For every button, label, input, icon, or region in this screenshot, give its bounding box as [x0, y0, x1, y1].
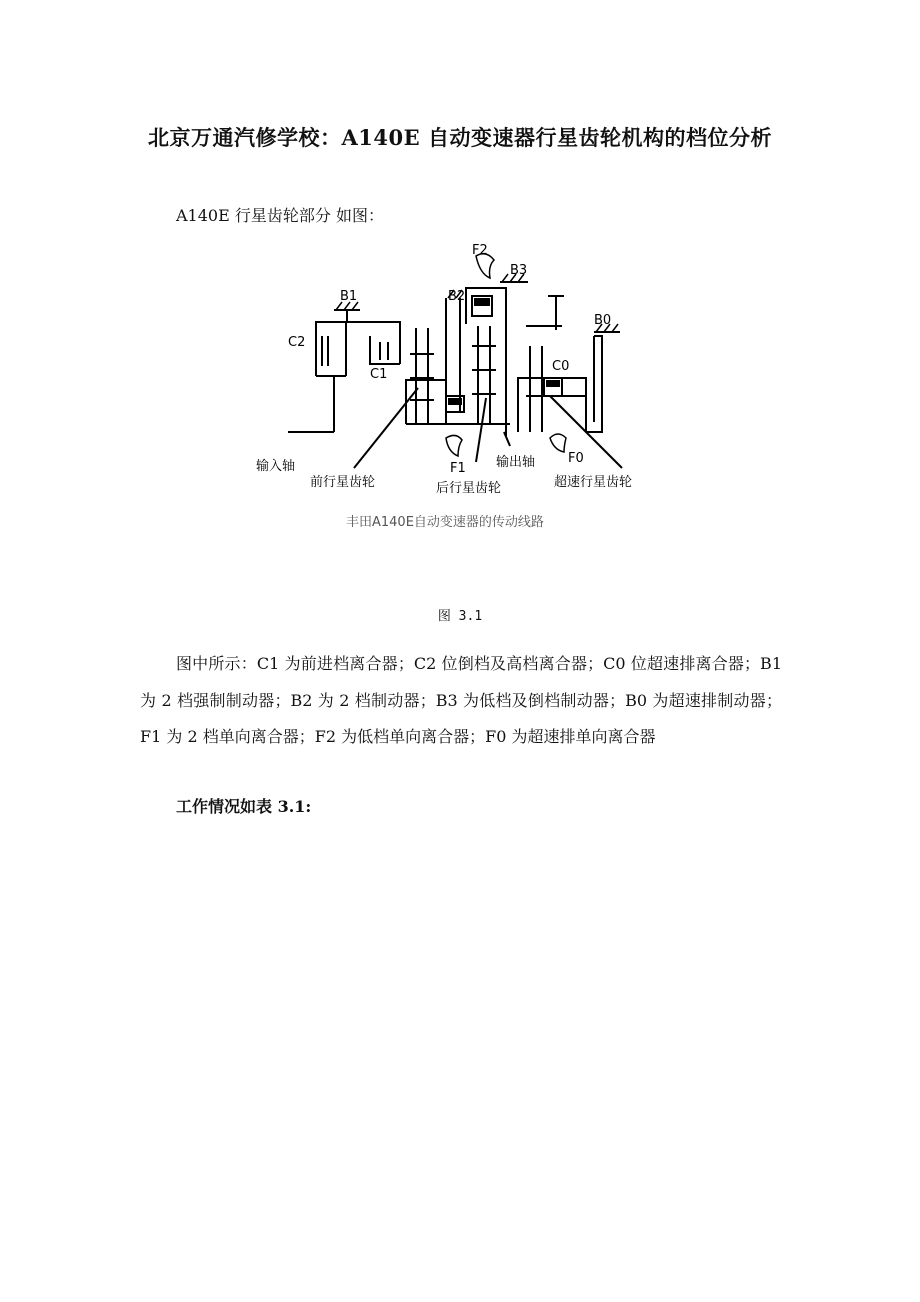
label-c0: C0	[552, 359, 570, 374]
label-rear-planet: 后行星齿轮	[436, 481, 502, 496]
label-b3: B3	[510, 263, 528, 278]
label-front-planet: 前行星齿轮	[310, 475, 376, 490]
label-b2: B2	[448, 289, 466, 304]
f1-clutch-icon	[446, 435, 462, 456]
transmission-diagram	[250, 236, 690, 536]
label-output-shaft: 输出轴	[496, 455, 536, 470]
diagram-svg	[250, 236, 690, 536]
label-c2: C2	[288, 335, 306, 350]
f0-clutch-icon	[550, 434, 566, 452]
description-paragraph: 图中所示：C1 为前进档离合器；C2 位倒档及高档离合器；C0 位超速排离合器；B1 为 2 档强制制动器；B2 为 2 档制动器；B3 为低档及倒档制动器；B0 为超速排制动器；F1 为 2 档单向离合器；F2 为低档单向离合器；F0 为超速排单向离合器	[140, 654, 782, 746]
intro-text: A140E 行星齿轮部分 如图：	[176, 206, 384, 225]
diagram-labels	[256, 243, 632, 530]
table-intro: 工作情况如表 3.1:	[176, 797, 312, 816]
overdrive-block	[546, 380, 560, 387]
center-block	[448, 398, 462, 405]
figure-label: 图 3.1	[437, 609, 483, 624]
label-b0: B0	[594, 313, 612, 328]
label-f2: F2	[472, 243, 488, 258]
label-input-shaft: 输入轴	[256, 459, 296, 474]
label-overdrive-planet: 超速行星齿轮	[554, 475, 633, 490]
label-f0: F0	[568, 451, 584, 466]
rear-planet-block	[474, 298, 490, 306]
label-b1: B1	[340, 289, 358, 304]
diagram-lines	[288, 282, 622, 468]
document-title: 北京万通汽修学校：A140E 自动变速器行星齿轮机构的档位分析	[148, 125, 772, 150]
label-f1: F1	[450, 461, 466, 476]
label-c1: C1	[370, 367, 388, 382]
diagram-caption: 丰田A140E自动变速器的传动线路	[346, 515, 544, 530]
